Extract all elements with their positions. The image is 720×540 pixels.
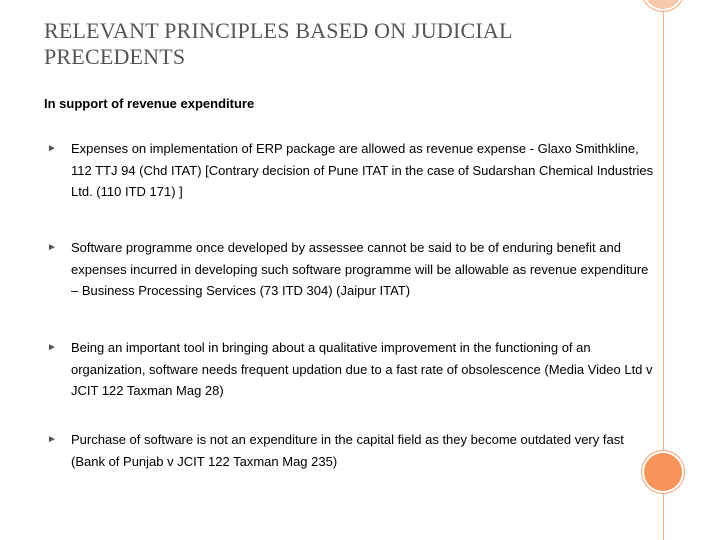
bullet-text: Software programme once developed by assessee cannot be said to be of enduring benefit and expenses incurred in developing such software programme will be allowable as revenue expenditure – Business Processing Services (73 ITD 304) (Jaipur ITAT): [71, 240, 649, 298]
bullet-arrow-icon: ►: [47, 342, 57, 353]
bullet-arrow-icon: ►: [47, 434, 57, 445]
decorative-circle-top: [642, 0, 684, 11]
bullet-arrow-icon: ►: [47, 143, 57, 154]
bullet-arrow-icon: ►: [47, 242, 57, 253]
bullet-text: Expenses on implementation of ERP package are allowed as revenue expense - Glaxo Smithkline, 112 TTJ 94 (Chd ITAT) [Contrary decision of Pune ITAT in the case of Sudarshan Chemical Industries Ltd. (110 ITD 171) ]: [71, 141, 654, 199]
slide-title: RELEVANT PRINCIPLES BASED ON JUDICIAL PRECEDENTS: [44, 18, 512, 69]
slide-subtitle: In support of revenue expenditure: [44, 96, 255, 111]
bullet-text: Being an important tool in bringing about a qualitative improvement in the functioning of an organization, software needs frequent updation due to a fast rate of obsolescence (Media Video Ltd v JCIT 122 Taxman Mag 28): [71, 340, 653, 398]
bullet-text: Purchase of software is not an expenditure in the capital field as they become outdated very fast (Bank of Punjab v JCIT 122 Taxman Mag 235): [71, 432, 624, 469]
